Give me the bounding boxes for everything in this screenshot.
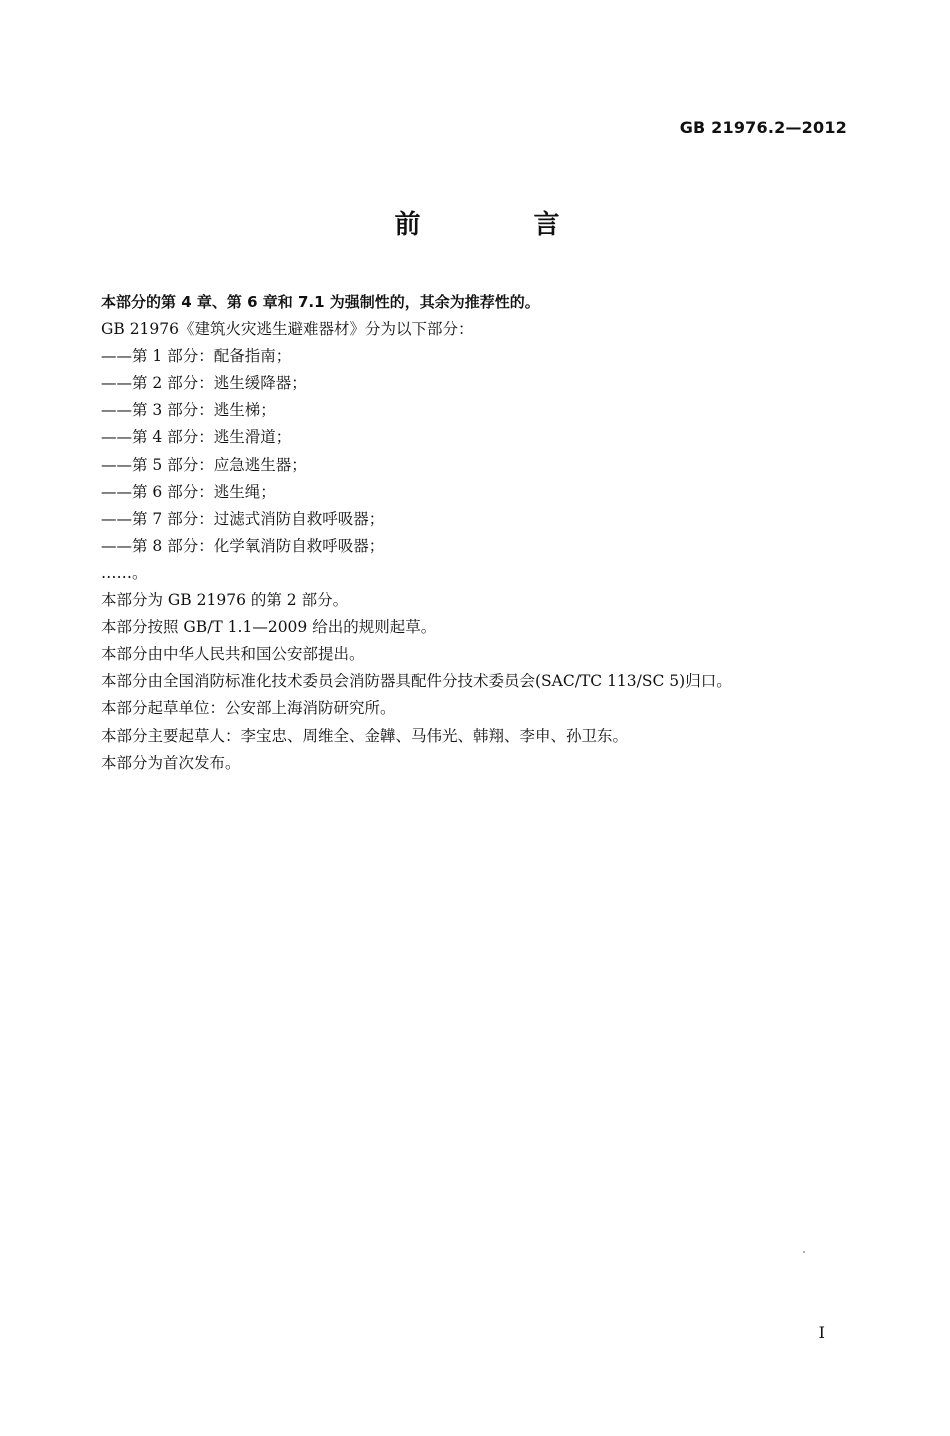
document-id: GB 21976.2—2012: [679, 118, 847, 137]
foreword-body: [101, 289, 861, 777]
paragraph: 本部分由全国消防标准化技术委员会消防器具配件分技术委员会(SAC/TC 113/SC 5)归口。: [101, 672, 732, 691]
page-number: I: [818, 1323, 825, 1342]
part-list-item: ——第 4 部分：逃生滑道；: [101, 428, 292, 447]
part-list-item: ——第 7 部分：过滤式消防自救呼吸器；: [101, 509, 385, 528]
paragraph: 本部分按照 GB/T 1.1—2009 给出的规则起草。: [101, 618, 437, 637]
page-title: 前 言: [394, 210, 612, 240]
paragraph: 本部分起草单位：公安部上海消防研究所。: [101, 699, 396, 718]
paragraph: 本部分为首次发布。: [101, 753, 241, 772]
part-list-item: ——第 5 部分：应急逃生器；: [101, 455, 307, 474]
part-list-item: ——第 8 部分：化学氧消防自救呼吸器；: [101, 536, 385, 555]
part-list-item: ——第 1 部分：配备指南；: [101, 347, 292, 366]
mandatory-statement: 本部分的第 4 章、第 6 章和 7.1 为强制性的，其余为推荐性的。: [101, 293, 540, 311]
part-list-item: ——第 3 部分：逃生梯；: [101, 401, 276, 420]
paragraph: 本部分为 GB 21976 的第 2 部分。: [101, 591, 349, 610]
part-list-item: ——第 6 部分：逃生绳；: [101, 482, 276, 501]
scan-speck: [803, 1251, 805, 1253]
paragraph: 本部分由中华人民共和国公安部提出。: [101, 645, 365, 664]
paragraph: 本部分主要起草人：李宝忠、周维全、金韡、马伟光、韩翔、李申、孙卫东。: [101, 726, 629, 745]
part-list-item: ——第 2 部分：逃生缓降器；: [101, 374, 307, 393]
list-ellipsis: ……。: [101, 563, 148, 582]
series-intro: GB 21976《建筑火灾逃生避难器材》分为以下部分：: [101, 320, 474, 339]
